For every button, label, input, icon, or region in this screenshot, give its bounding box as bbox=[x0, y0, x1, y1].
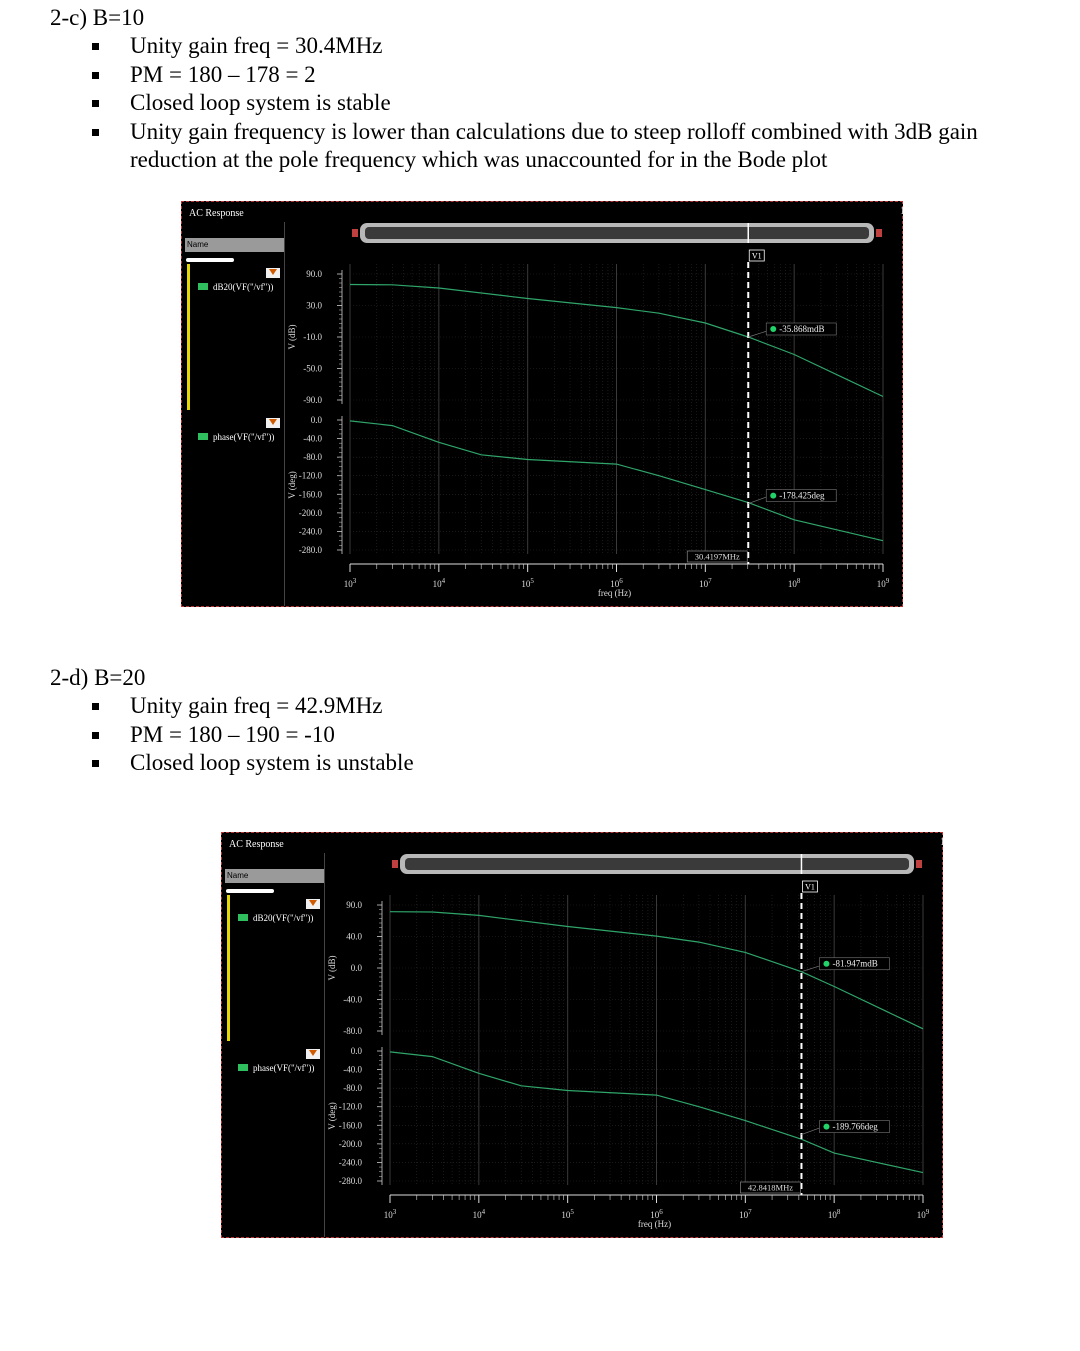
x-tick-label: $10^8$ bbox=[787, 577, 801, 589]
mag-readout-text: -81.947mdB bbox=[832, 958, 878, 969]
y-tick-label: 90.0 bbox=[346, 900, 362, 910]
bullet-list bbox=[50, 32, 1060, 175]
section-2c bbox=[50, 4, 1060, 175]
bullet-item: Unity gain freq = 42.9MHz bbox=[50, 692, 1060, 721]
y-tick-label: -10.0 bbox=[303, 332, 322, 342]
marker-freq-label: 42.8418MHz bbox=[747, 1182, 794, 1193]
y-tick-label: -160.0 bbox=[298, 489, 322, 500]
mag-readout-text: -35.868mdB bbox=[779, 324, 825, 334]
y-tick-label: -40.0 bbox=[343, 994, 362, 1005]
zoom-scrollbar-track bbox=[365, 227, 869, 239]
y-tick-label: 90.0 bbox=[306, 269, 322, 279]
phase-readout-text: -189.766deg bbox=[832, 1121, 878, 1132]
y-tick-label: -160.0 bbox=[338, 1120, 362, 1131]
x-tick-label: $10^6$ bbox=[650, 1208, 663, 1220]
zoom-right-handle bbox=[916, 860, 922, 868]
bullet-list bbox=[50, 692, 1060, 778]
phase-y-axis-label: V (deg) bbox=[327, 1102, 337, 1130]
zoom-left-handle bbox=[352, 229, 358, 237]
y-tick-label: -90.0 bbox=[303, 395, 322, 405]
bullet-item: Unity gain frequency is lower than calculations due to steep rolloff combined with 3dB gain reduction at the pole frequency which was unaccounted for in the Bode plot bbox=[50, 118, 1060, 175]
name-column-header: Name bbox=[225, 869, 324, 883]
signal-label: phase(VF("/vf")) bbox=[213, 432, 275, 442]
y-tick-label: -40.0 bbox=[343, 1064, 362, 1075]
y-tick-label: -240.0 bbox=[298, 526, 322, 537]
y-tick-label: -120.0 bbox=[338, 1101, 362, 1112]
y-tick-label: -200.0 bbox=[298, 507, 322, 518]
zoom-scrollbar-track bbox=[405, 858, 909, 870]
x-tick-label: $10^4$ bbox=[472, 1208, 486, 1220]
bullet-item: Closed loop system is unstable bbox=[50, 749, 1060, 778]
signal-label: dB20(VF("/vf")) bbox=[253, 913, 314, 923]
x-tick-label: $10^9$ bbox=[876, 577, 890, 589]
section-heading: 2-d) B=20 bbox=[50, 665, 146, 690]
x-tick-label: $10^9$ bbox=[916, 1208, 930, 1220]
y-tick-label: -80.0 bbox=[343, 1026, 362, 1036]
x-tick-label: $10^4$ bbox=[432, 577, 446, 589]
bullet-item: Closed loop system is stable bbox=[50, 89, 1060, 118]
mag-y-axis-label: V (dB) bbox=[327, 955, 337, 981]
phase-readout-text: -178.425deg bbox=[779, 490, 825, 501]
y-tick-label: -120.0 bbox=[298, 470, 322, 481]
x-axis-label: freq (Hz) bbox=[637, 1219, 672, 1229]
y-tick-label: -50.0 bbox=[303, 363, 322, 374]
zoom-left-handle bbox=[392, 860, 398, 868]
name-column-header: Name bbox=[185, 238, 284, 252]
readout-dot bbox=[823, 961, 829, 967]
signal-label: dB20(VF("/vf")) bbox=[213, 282, 274, 292]
y-tick-label: -80.0 bbox=[343, 1083, 362, 1094]
y-tick-label: 30.0 bbox=[306, 300, 322, 311]
x-tick-label: $10^7$ bbox=[739, 1208, 752, 1220]
section-heading: 2-c) B=10 bbox=[50, 5, 145, 30]
x-tick-label: $10^5$ bbox=[521, 577, 534, 589]
bullet-item: PM = 180 – 190 = -10 bbox=[50, 721, 1060, 750]
y-tick-label: -80.0 bbox=[303, 452, 322, 463]
window-title: AC Response bbox=[229, 839, 284, 850]
section-2d bbox=[50, 664, 1060, 778]
phase-y-axis-label: V (deg) bbox=[287, 471, 297, 499]
y-tick-label: 0.0 bbox=[310, 415, 322, 425]
readout-dot bbox=[770, 326, 776, 332]
x-axis-label: freq (Hz) bbox=[597, 588, 632, 598]
readout-dot bbox=[823, 1124, 829, 1130]
window-corner-mark: 1 bbox=[900, 206, 905, 217]
marker-v1-label: V1 bbox=[805, 882, 815, 892]
x-tick-label: $10^8$ bbox=[827, 1208, 841, 1220]
plot-canvas[interactable] bbox=[182, 202, 902, 606]
x-tick-label: $10^7$ bbox=[699, 577, 712, 589]
zoom-right-handle bbox=[876, 229, 882, 237]
x-tick-label: $10^3$ bbox=[383, 1208, 397, 1220]
marker-v1-label: V1 bbox=[751, 251, 762, 261]
y-tick-label: 0.0 bbox=[350, 963, 362, 973]
x-tick-label: $10^6$ bbox=[610, 577, 623, 589]
window-corner-mark: 1 bbox=[940, 837, 945, 848]
marker-freq-label: 30.4197MHz bbox=[694, 551, 740, 562]
ac-response-window-b10 bbox=[181, 201, 903, 607]
y-tick-label: -240.0 bbox=[338, 1157, 362, 1168]
y-tick-label: -200.0 bbox=[338, 1138, 362, 1149]
window-title: AC Response bbox=[189, 208, 244, 219]
y-tick-label: 40.0 bbox=[346, 931, 362, 942]
x-tick-label: $10^3$ bbox=[343, 577, 357, 589]
y-tick-label: -280.0 bbox=[338, 1176, 362, 1186]
mag-y-axis-label: V (dB) bbox=[287, 324, 297, 350]
y-tick-label: 0.0 bbox=[350, 1046, 362, 1056]
bullet-item: Unity gain freq = 30.4MHz bbox=[50, 32, 1060, 61]
signal-label: phase(VF("/vf")) bbox=[253, 1063, 315, 1073]
ac-response-window-b20 bbox=[221, 832, 943, 1238]
y-tick-label: -40.0 bbox=[303, 433, 322, 444]
x-tick-label: $10^5$ bbox=[561, 1208, 574, 1220]
readout-dot bbox=[770, 493, 776, 499]
plot-canvas[interactable] bbox=[222, 833, 942, 1237]
y-tick-label: -280.0 bbox=[298, 545, 322, 555]
bullet-item: PM = 180 – 178 = 2 bbox=[50, 61, 1060, 90]
